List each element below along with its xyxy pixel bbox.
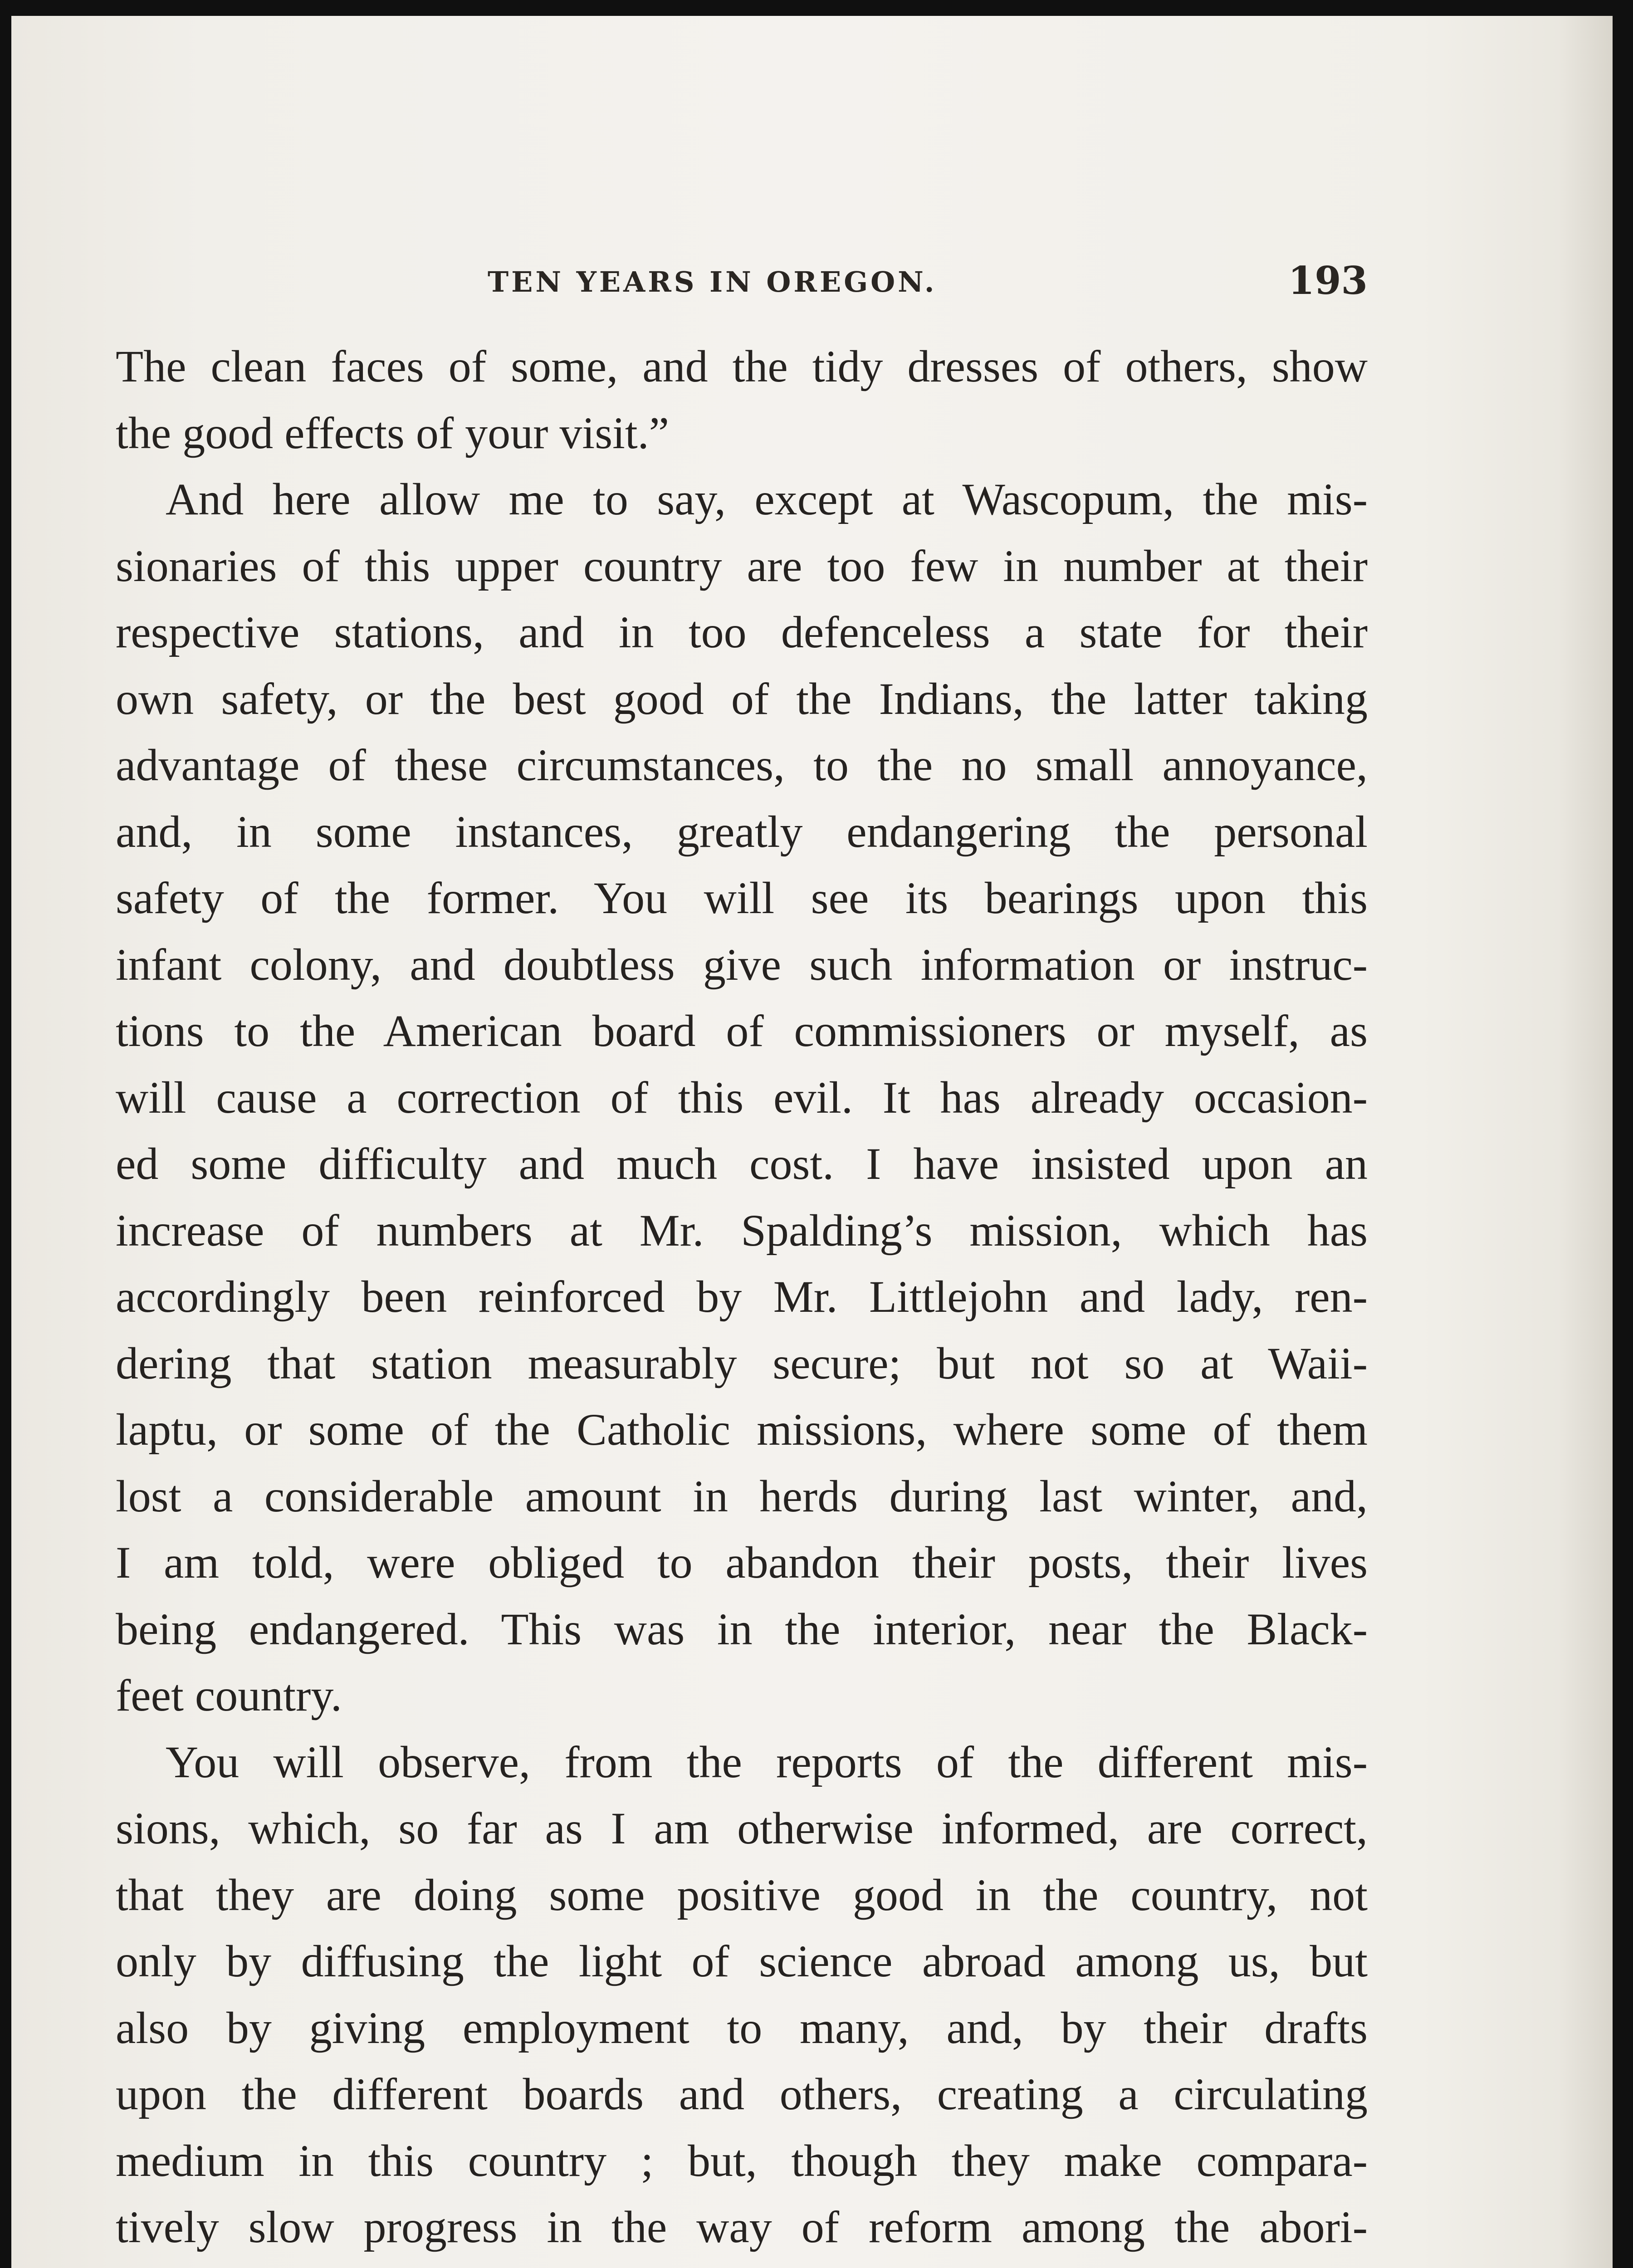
text-line: sions, which, so far as I am otherwise informed, are correct, — [116, 1803, 1368, 1853]
text-line: advantage of these circumstances, to the no small annoyance, — [116, 740, 1368, 790]
text-line: The clean faces of some, and the tidy dresses of others, show — [116, 341, 1368, 391]
text-line: also by giving employment to many, and, by their drafts — [116, 2002, 1368, 2053]
text-line: medium in this country ; but, though they make compara- — [116, 2135, 1368, 2186]
text-line: own safety, or the best good of the Indians, the latter taking — [116, 673, 1368, 724]
page-header — [116, 252, 1368, 306]
text-line: being endangered. This was in the interior, near the Black- — [116, 1603, 1368, 1654]
text-line: I am told, were obliged to abandon their posts, their lives — [116, 1537, 1368, 1588]
text-line: infant colony, and doubtless give such information or instruc- — [116, 939, 1368, 990]
body-text — [116, 333, 1368, 2268]
text-line: laptu, or some of the Catholic missions, where some of them — [116, 1404, 1368, 1455]
text-line: feet country. — [116, 1670, 342, 1721]
text-line: accordingly been reinforced by Mr. Littlejohn and lady, ren- — [116, 1271, 1368, 1322]
text-line: sionaries of this upper country are too few in number at their — [116, 540, 1368, 591]
text-line: dering that station measurably secure; but not so at Waii- — [116, 1338, 1368, 1388]
page-number: 193 — [1288, 258, 1368, 303]
text-line: upon the different boards and others, creating a circulating — [116, 2069, 1368, 2119]
text-line: the good effects of your visit.” — [116, 407, 670, 458]
text-line: increase of numbers at Mr. Spalding’s mission, which has — [116, 1205, 1368, 1256]
text-line: lost a considerable amount in herds during last winter, and, — [116, 1471, 1368, 1521]
text-line: tions to the American board of commissioners or myself, as — [116, 1006, 1368, 1056]
text-line: You will observe, from the reports of the different mis- — [166, 1736, 1368, 1787]
book-page — [11, 16, 1613, 2268]
text-line: tively slow progress in the way of reform among the abori- — [116, 2202, 1368, 2252]
text-line: And here allow me to say, except at Wascopum, the mis- — [166, 474, 1368, 524]
text-line — [116, 2261, 1368, 2268]
text-line: will cause a correction of this evil. It has already occasion- — [116, 1072, 1368, 1123]
text-line: only by diffusing the light of science abroad among us, but — [116, 1936, 1368, 1986]
text-line: respective stations, and in too defenceless a state for their — [116, 607, 1368, 657]
page-gutter-shadow — [1558, 16, 1613, 2268]
text-line: ed some difficulty and much cost. I have insisted upon an — [116, 1139, 1368, 1189]
text-line: and, in some instances, greatly endangering the personal — [116, 806, 1368, 857]
text-line: safety of the former. You will see its bearings upon this — [116, 873, 1368, 923]
text-line: that they are doing some positive good in the country, not — [116, 1869, 1368, 1920]
running-head: TEN YEARS IN OREGON. — [488, 265, 937, 298]
